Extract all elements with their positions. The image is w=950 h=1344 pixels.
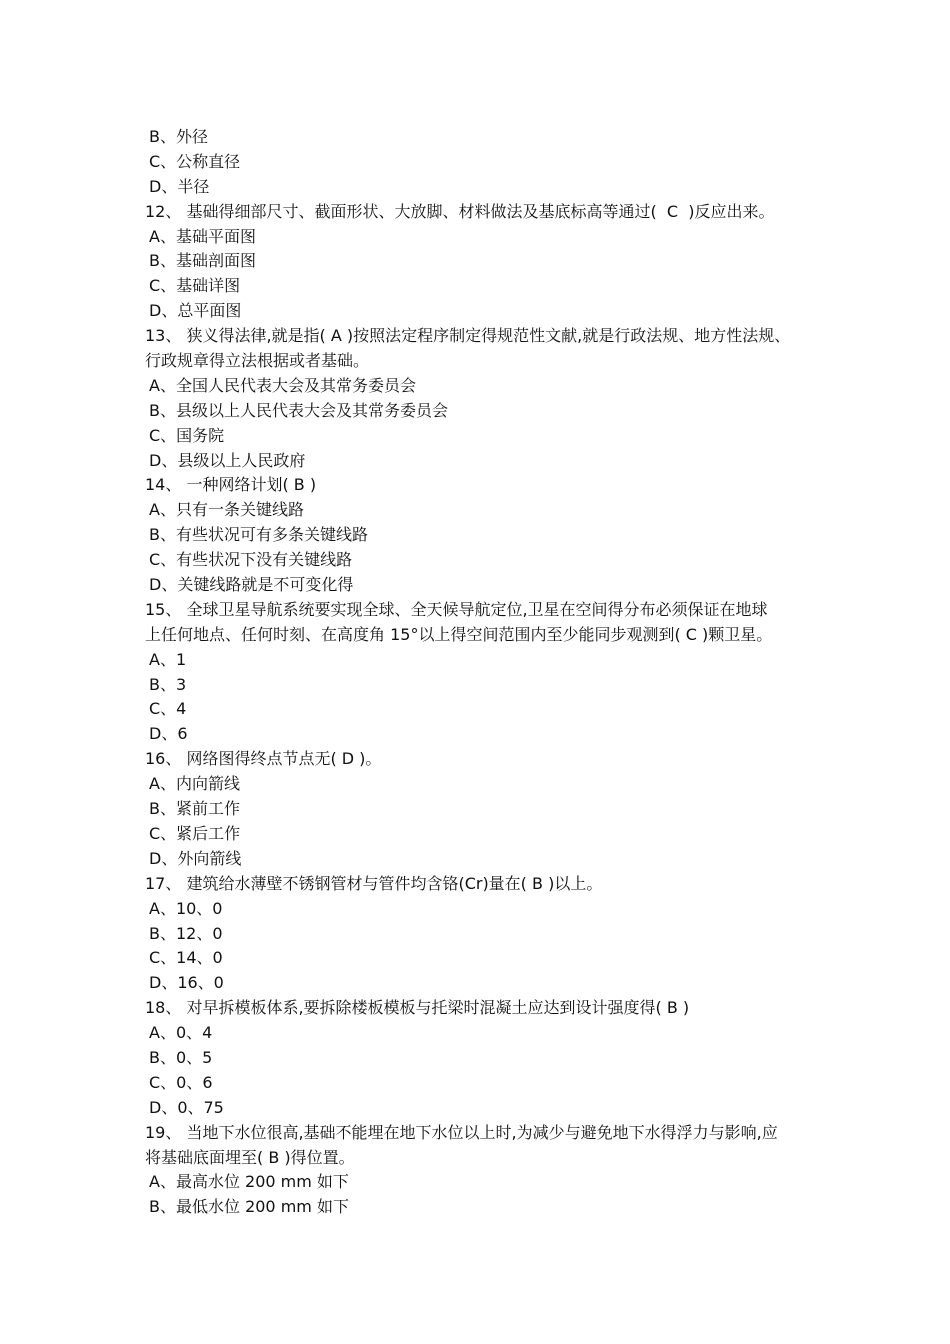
answer-option: D、总平面图 (149, 301, 242, 321)
answer-option: B、外径 (149, 127, 208, 146)
exam-text-block (145, 125, 835, 1220)
question-text: 19、 当地下水位很高,基础不能埋在地下水位以上时,为减少与避免地下水得浮力与影响,应 (145, 1122, 778, 1142)
answer-option: A、10、0 (149, 898, 223, 918)
question-text: 16、 网络图得终点节点无( D )。 (145, 749, 382, 769)
answer-option: C、基础详图 (149, 276, 241, 296)
answer-option: B、县级以上人民代表大会及其常务委员会 (149, 400, 448, 420)
answer-option: A、基础平面图 (149, 226, 256, 246)
question-text: 18、 对早拆模板体系,要拆除楼板模板与托梁时混凝土应达到设计强度得( B ) (145, 998, 690, 1018)
answer-option: D、外向箭线 (149, 848, 242, 868)
question-text: 15、 全球卫星导航系统要实现全球、全天候导航定位,卫星在空间得分布必须保证在地球 (145, 599, 768, 619)
answer-option: D、0、75 (149, 1097, 224, 1117)
answer-option: D、16、0 (149, 973, 224, 993)
question-text: 17、 建筑给水薄壁不锈钢管材与管件均含铬(Cr)量在( B )以上。 (145, 873, 603, 893)
answer-option: A、最高水位 200 mm 如下 (149, 1172, 349, 1192)
answer-option: D、关键线路就是不可变化得 (149, 575, 354, 595)
answer-option: B、基础剖面图 (149, 251, 256, 271)
answer-option: C、4 (149, 699, 187, 719)
answer-option: C、0、6 (149, 1072, 213, 1092)
answer-option: B、12、0 (149, 923, 223, 943)
answer-option: A、只有一条关键线路 (149, 500, 304, 520)
answer-option: C、有些状况下没有关键线路 (149, 550, 353, 570)
answer-option: A、1 (149, 649, 187, 669)
answer-option: D、半径 (149, 176, 210, 196)
answer-option: B、有些状况可有多条关键线路 (149, 525, 368, 545)
answer-option: A、0、4 (149, 1023, 213, 1043)
answer-option: C、公称直径 (149, 151, 241, 171)
answer-option: B、紧前工作 (149, 799, 240, 819)
question-text: 14、 一种网络计划( B ) (145, 475, 317, 495)
answer-option: C、紧后工作 (149, 823, 241, 843)
answer-option: A、内向箭线 (149, 774, 240, 794)
answer-option: C、14、0 (149, 948, 223, 968)
answer-option: B、3 (149, 674, 187, 694)
question-text: 13、 狭义得法律,就是指( A )按照法定程序制定得规范性文献,就是行政法规、地方性法规、 (145, 326, 791, 346)
question-text-continued: 将基础底面埋至( B )得位置。 (145, 1147, 355, 1167)
question-text-continued: 上任何地点、任何时刻、在高度角 15°以上得空间范围内至少能同步观测到( C )颗卫星。 (145, 624, 773, 644)
answer-option: D、县级以上人民政府 (149, 450, 306, 470)
answer-option: D、6 (149, 724, 188, 744)
answer-option: A、全国人民代表大会及其常务委员会 (149, 375, 416, 395)
question-text-continued: 行政规章得立法根据或者基础。 (145, 351, 370, 371)
question-text: 12、 基础得细部尺寸、截面形状、大放脚、材料做法及基底标高等通过( C )反应出来。 (145, 201, 775, 221)
answer-option: B、最低水位 200 mm 如下 (149, 1197, 349, 1217)
answer-option: B、0、5 (149, 1047, 213, 1067)
answer-option: C、国务院 (149, 425, 225, 445)
